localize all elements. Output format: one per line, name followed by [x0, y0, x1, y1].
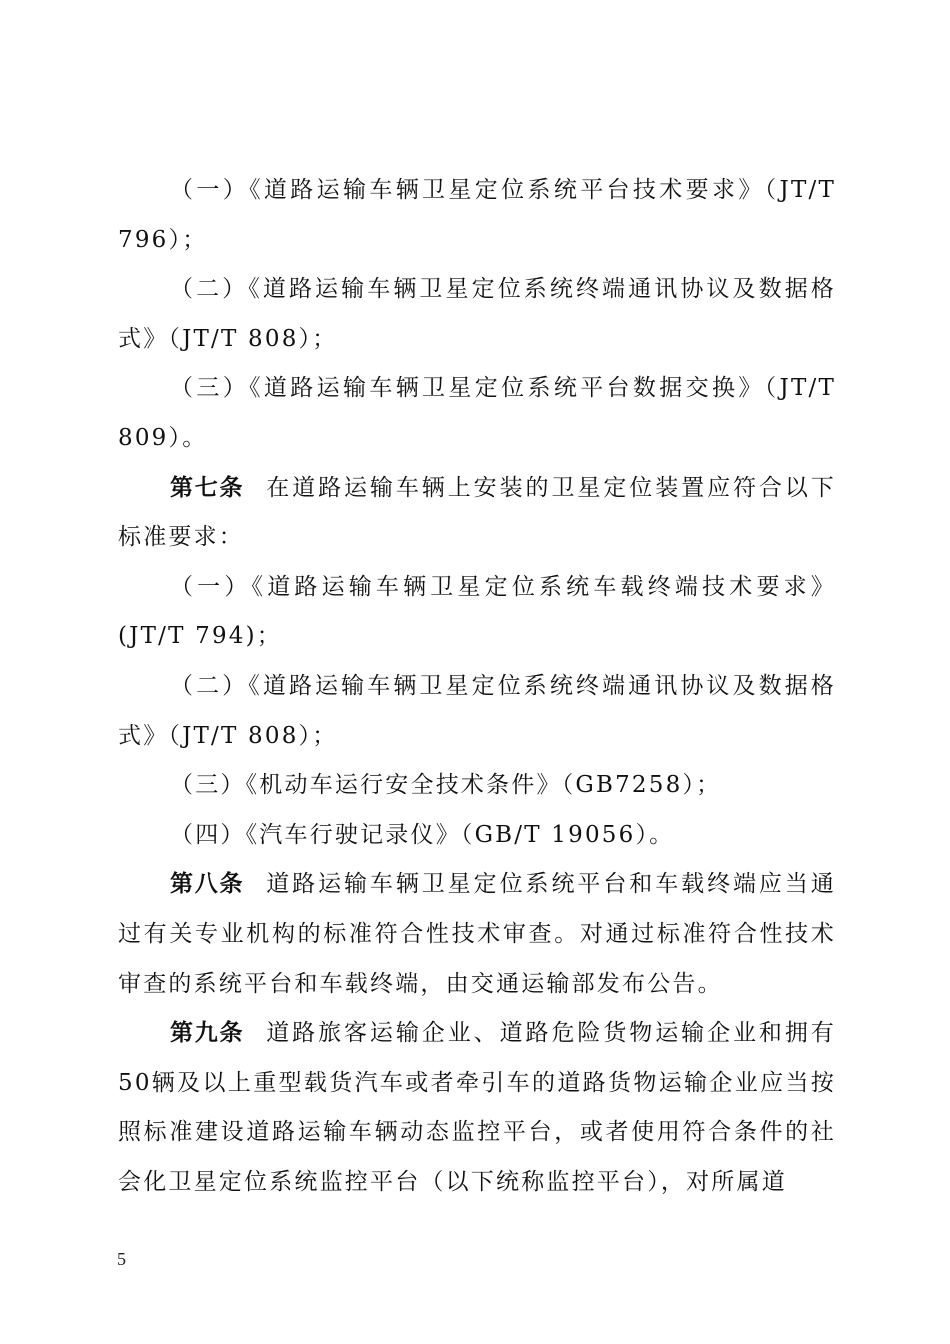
paragraph-device-standard-1: [118, 563, 836, 662]
article-label: 第九条: [170, 1020, 245, 1047]
paragraph-standard-3: [118, 364, 836, 463]
paragraph-device-standard-4: [118, 811, 836, 861]
paragraph-text: （四）《汽车行驶记录仪》（GB/T 19056）。: [170, 821, 675, 848]
article-7: [118, 464, 836, 563]
paragraph-text: 道路运输车辆卫星定位系统平台和车载终端应当通过有关专业机构的标准符合性技术审查。对通过标准符合性技术审查的系统平台和车载终端，由交通运输部发布公告。: [118, 871, 836, 997]
paragraph-text: （三）《机动车运行安全技术条件》（GB7258）；: [170, 772, 722, 799]
article-9: [118, 1009, 836, 1207]
paragraph-standard-1: [118, 166, 836, 265]
body-text: [118, 166, 836, 1207]
page-number: 5: [117, 1249, 126, 1269]
paragraph-text: 在道路运输车辆上安装的卫星定位装置应符合以下标准要求：: [118, 474, 836, 551]
paragraph-standard-2: [118, 265, 836, 364]
paragraph-text: 道路旅客运输企业、道路危险货物运输企业和拥有50辆及以上重型载货汽车或者牵引车的道路货物运输企业应当按照标准建设道路运输车辆动态监控平台，或者使用符合条件的社会化卫星定位系统监控平台（以下统称监控平台），对所属道: [118, 1020, 836, 1195]
paragraph-text: （一）《道路运输车辆卫星定位系统车载终端技术要求》(JT/T 794)；: [118, 573, 836, 650]
paragraph-text: （二）《道路运输车辆卫星定位系统终端通讯协议及数据格式》（JT/T 808）；: [118, 276, 836, 352]
paragraph-device-standard-2: [118, 662, 836, 761]
article-8: [118, 860, 836, 1009]
paragraph-device-standard-3: [118, 761, 836, 811]
article-label: 第八条: [170, 871, 245, 898]
paragraph-text: （一）《道路运输车辆卫星定位系统平台技术要求》（JT/T 796）；: [118, 177, 836, 253]
paragraph-text: （二）《道路运输车辆卫星定位系统终端通讯协议及数据格式》（JT/T 808）；: [118, 672, 836, 749]
paragraph-text: （三）《道路运输车辆卫星定位系统平台数据交换》（JT/T 809）。: [118, 375, 836, 451]
article-label: 第七条: [170, 474, 245, 501]
